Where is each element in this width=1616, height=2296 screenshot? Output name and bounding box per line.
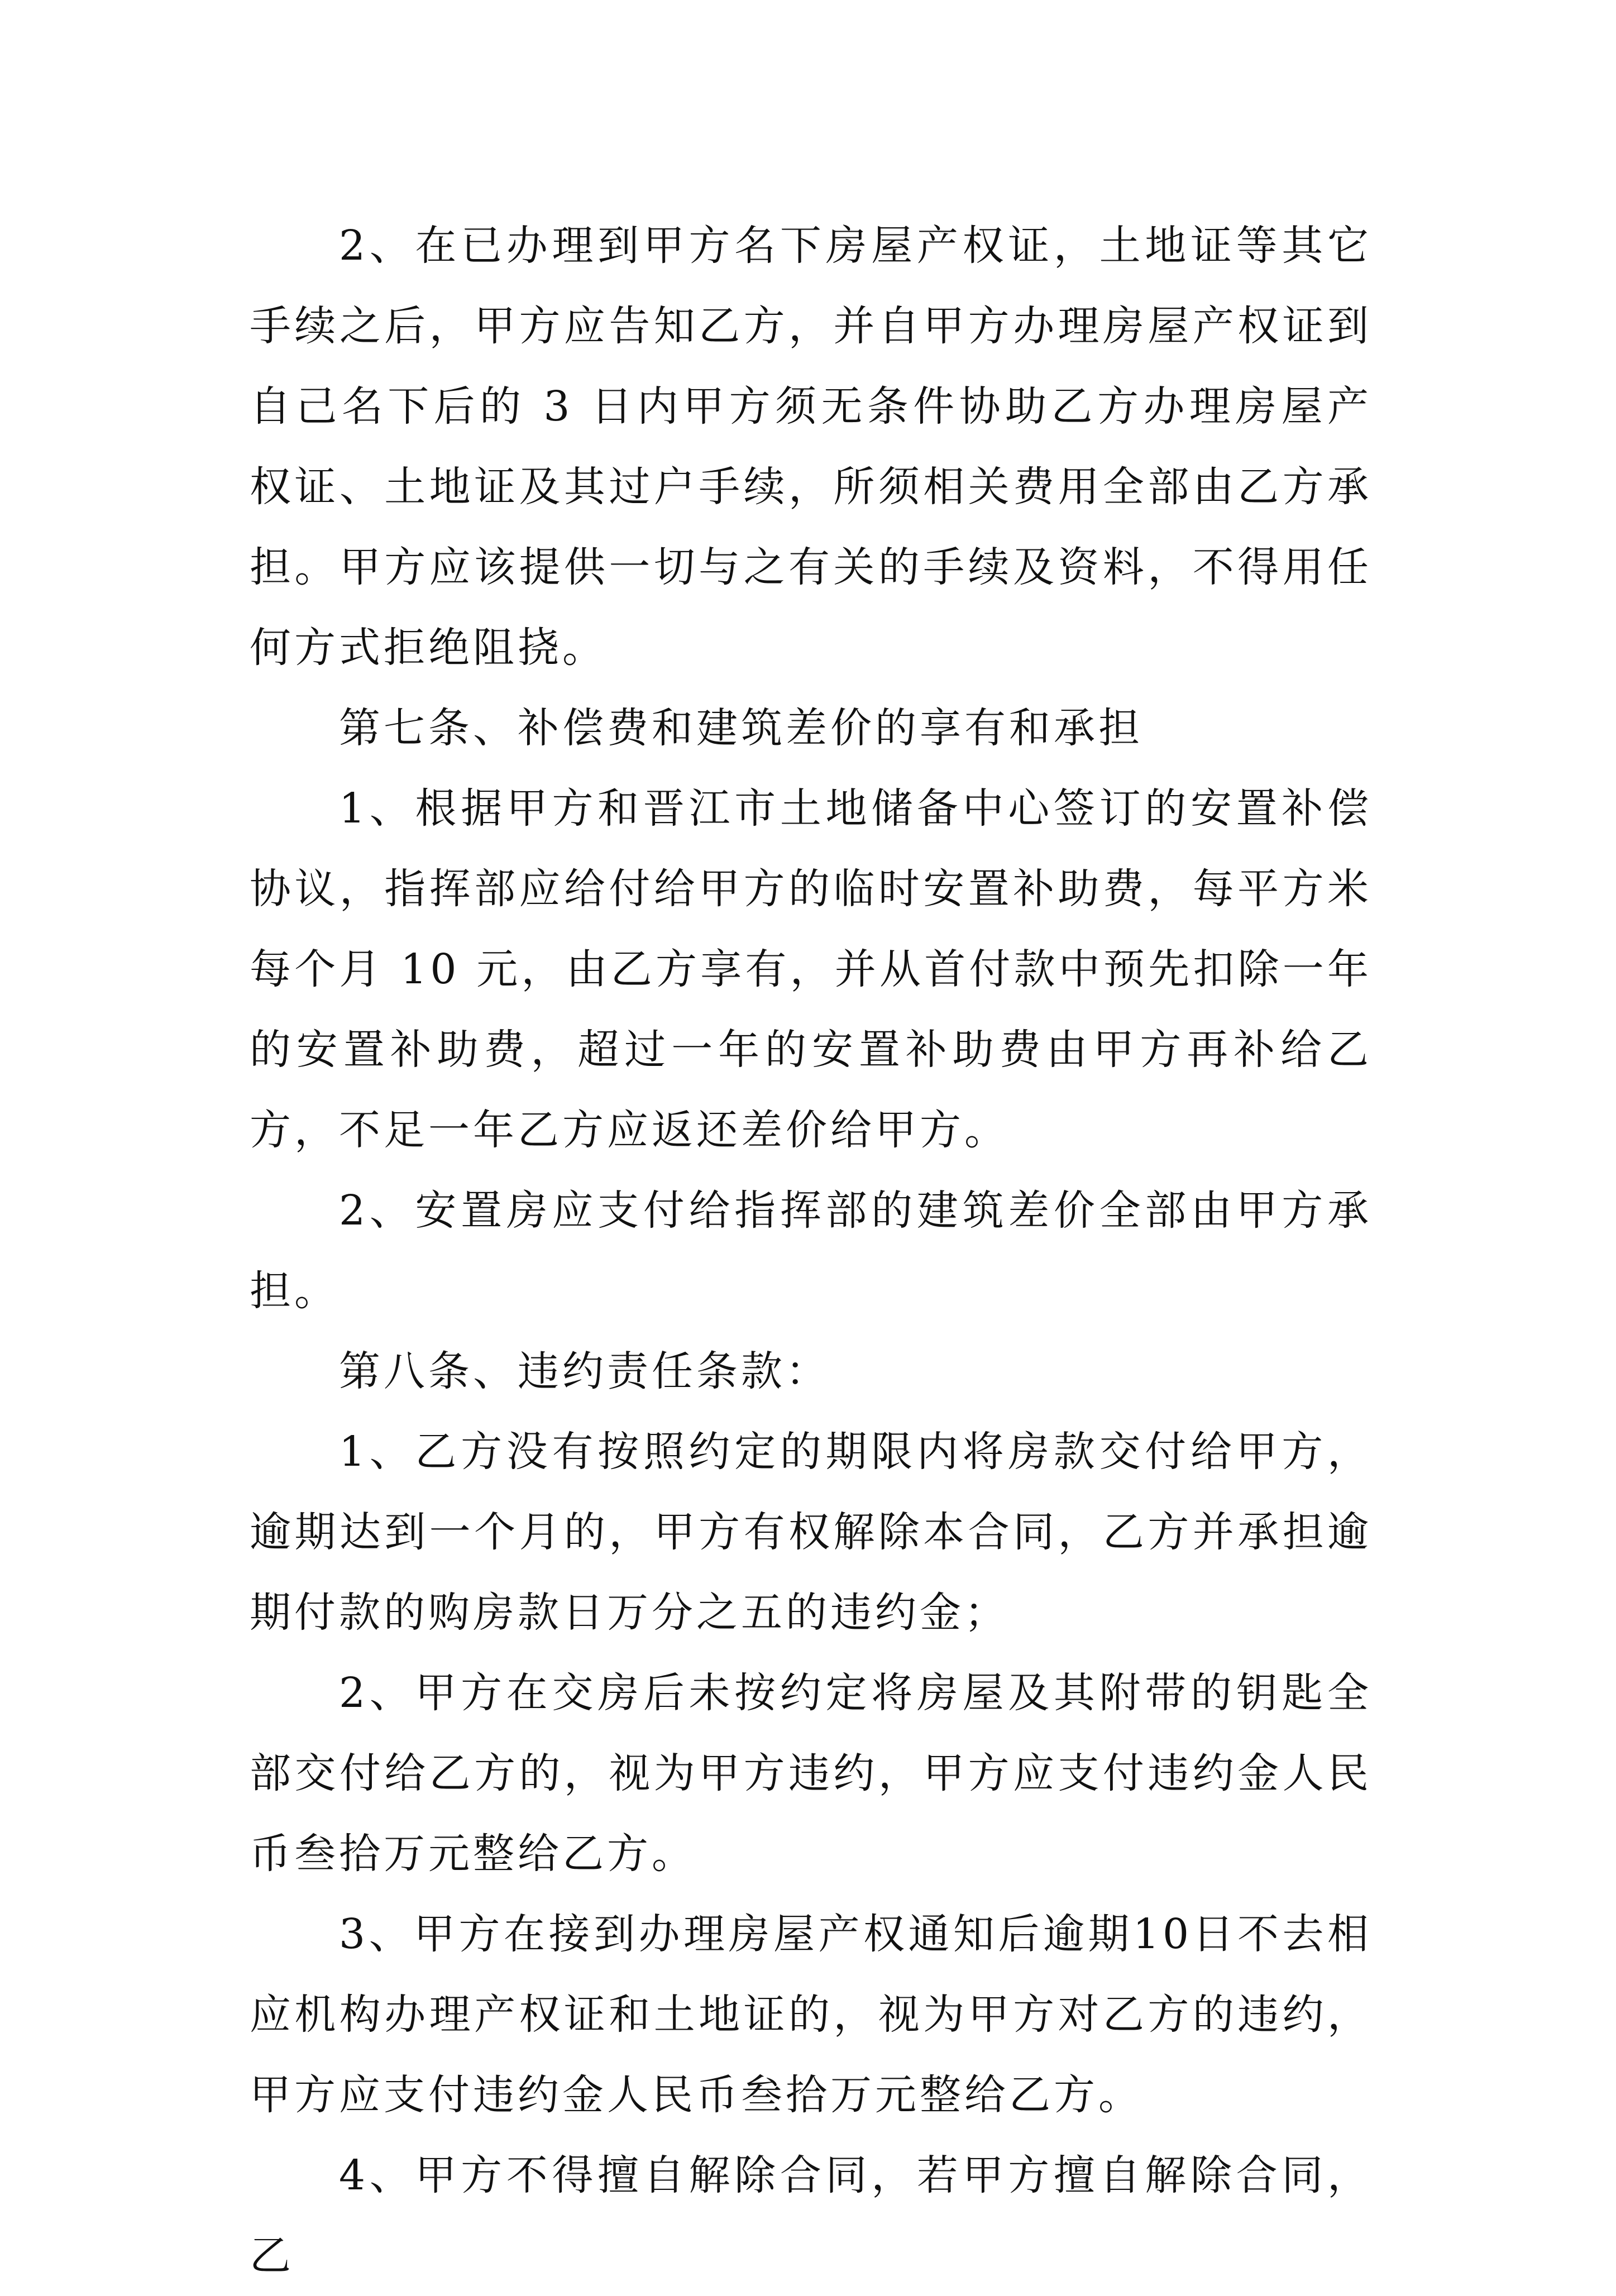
paragraph-clause-7-item-2: 2、安置房应支付给指挥部的建筑差价全部由甲方承担。 (250, 1187, 1372, 1315)
paragraph-clause-8-item-1: 1、乙方没有按照约定的期限内将房款交付给甲方，逾期达到一个月的，甲方有权解除本合同，乙方并承担逾期付款的购房款日万分之五的违约金； (250, 1428, 1372, 1637)
paragraph-clause-8-item-3: 3、甲方在接到办理房屋产权通知后逾期10日不去相应机构办理产权证和土地证的，视为甲方对乙方的违约，甲方应支付违约金人民币叁拾万元整给乙方。 (250, 1910, 1372, 2119)
document-body (250, 205, 1372, 2296)
heading-article-8: 第八条、违约责任条款： (339, 1347, 830, 1395)
paragraph-clause-8-item-4: 4、甲方不得擅自解除合同，若甲方擅自解除合同，乙 (250, 2151, 1372, 2280)
paragraph-clause-8-item-2: 2、甲方在交房后未按约定将房屋及其附带的钥匙全部交付给乙方的，视为甲方违约，甲方应支付违约金人民币叁拾万元整给乙方。 (250, 1669, 1372, 1878)
paragraph-clause-6-item-2: 2、在已办理到甲方名下房屋产权证，土地证等其它手续之后，甲方应告知乙方，并自甲方办理房屋产权证到自己名下后的 3 日内甲方须无条件协助乙方办理房屋产权证、土地证及其过户手续，所须相关费用全部由乙方承担。甲方应该提供一切与之有关的手续及资料，不得用任何方式拒绝阻挠。 (250, 222, 1372, 672)
paragraph-clause-7-item-1: 1、根据甲方和晋江市土地储备中心签订的安置补偿协议，指挥部应给付给甲方的临时安置补助费，每平方米每个月 10 元，由乙方享有，并从首付款中预先扣除一年的安置补助费，超过一年的安置补助费由甲方再补给乙方，不足一年乙方应返还差价给甲方。 (250, 785, 1372, 1154)
heading-article-7: 第七条、补偿费和建筑差价的享有和承担 (339, 704, 1143, 752)
